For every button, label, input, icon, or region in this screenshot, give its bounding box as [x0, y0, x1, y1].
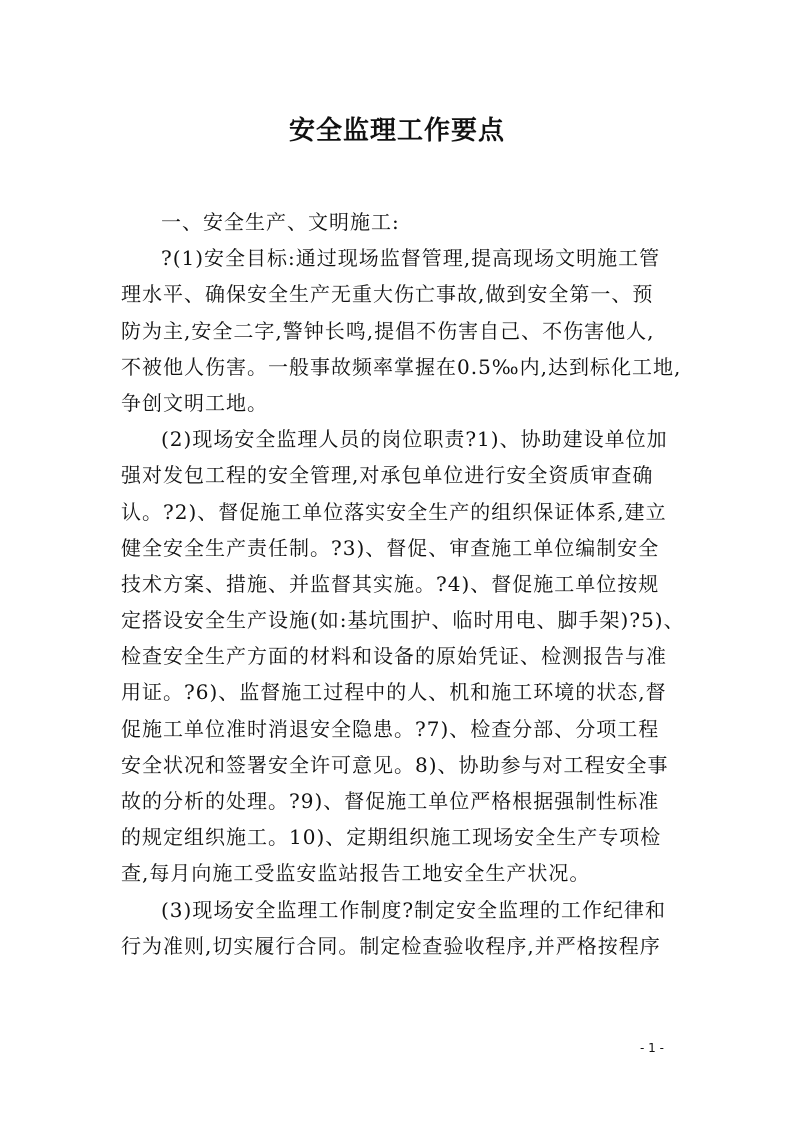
- paragraph-line: 认。?2)、督促施工单位落实安全生产的组织保证体系,建立: [121, 499, 667, 524]
- paragraph-line: (2)现场安全监理人员的岗位职责?1)、协助建设单位加: [161, 427, 668, 452]
- paragraph-line: 强对发包工程的安全管理,对承包单位进行安全资质审查确: [121, 463, 654, 488]
- paragraph-line: 的规定组织施工。10)、定期组织施工现场安全生产专项检: [121, 825, 662, 850]
- document-body: [121, 204, 685, 964]
- paragraph-line: 理水平、确保安全生产无重大伤亡事故,做到安全第一、预: [121, 282, 654, 307]
- paragraph-line: 技术方案、措施、并监督其实施。?4)、督促施工单位按规: [121, 571, 660, 596]
- paragraph-line: (3)现场安全监理工作制度?制定安全监理的工作纪律和: [161, 897, 667, 922]
- paragraph-line: 用证。?6)、监督施工过程中的人、机和施工环境的状态,督: [121, 680, 667, 705]
- paragraph-line: 检查安全生产方面的材料和设备的原始凭证、检测报告与准: [121, 644, 667, 669]
- paragraph-line: ?(1)安全目标:通过现场监督管理,提高现场文明施工管: [161, 246, 661, 271]
- paragraph-line: 不被他人伤害。一般事故频率掌握在0.5‰内,达到标化工地,: [121, 354, 682, 379]
- paragraph-line: 争创文明工地。: [121, 390, 268, 415]
- section-heading: 一、安全生产、文明施工:: [161, 210, 400, 234]
- paragraph-line: 安全状况和签署安全许可意见。8)、协助参与对工程安全事: [121, 752, 669, 777]
- paragraph-line: 定搭设安全生产设施(如:基坑围护、临时用电、脚手架)?5)、: [121, 608, 685, 633]
- paragraph-line: 健全安全生产责任制。?3)、督促、审查施工单位编制安全: [121, 535, 660, 560]
- paragraph-line: 促施工单位准时消退安全隐患。?7)、检查分部、分项工程: [121, 716, 660, 741]
- page-number: - 1 -: [640, 1041, 664, 1055]
- paragraph-line: 防为主,安全二字,警钟长鸣,提倡不伤害自己、不伤害他人,: [121, 318, 655, 343]
- paragraph-line: 故的分析的处理。?9)、督促施工单位严格根据强制性标准: [121, 789, 660, 813]
- paragraph-line: 行为准则,切实履行合同。制定检查验收程序,并严格按程序: [121, 933, 661, 958]
- paragraph-line: 查,每月向施工受监安监站报告工地安全生产状况。: [121, 861, 591, 886]
- page-title: 安全监理工作要点: [288, 116, 505, 146]
